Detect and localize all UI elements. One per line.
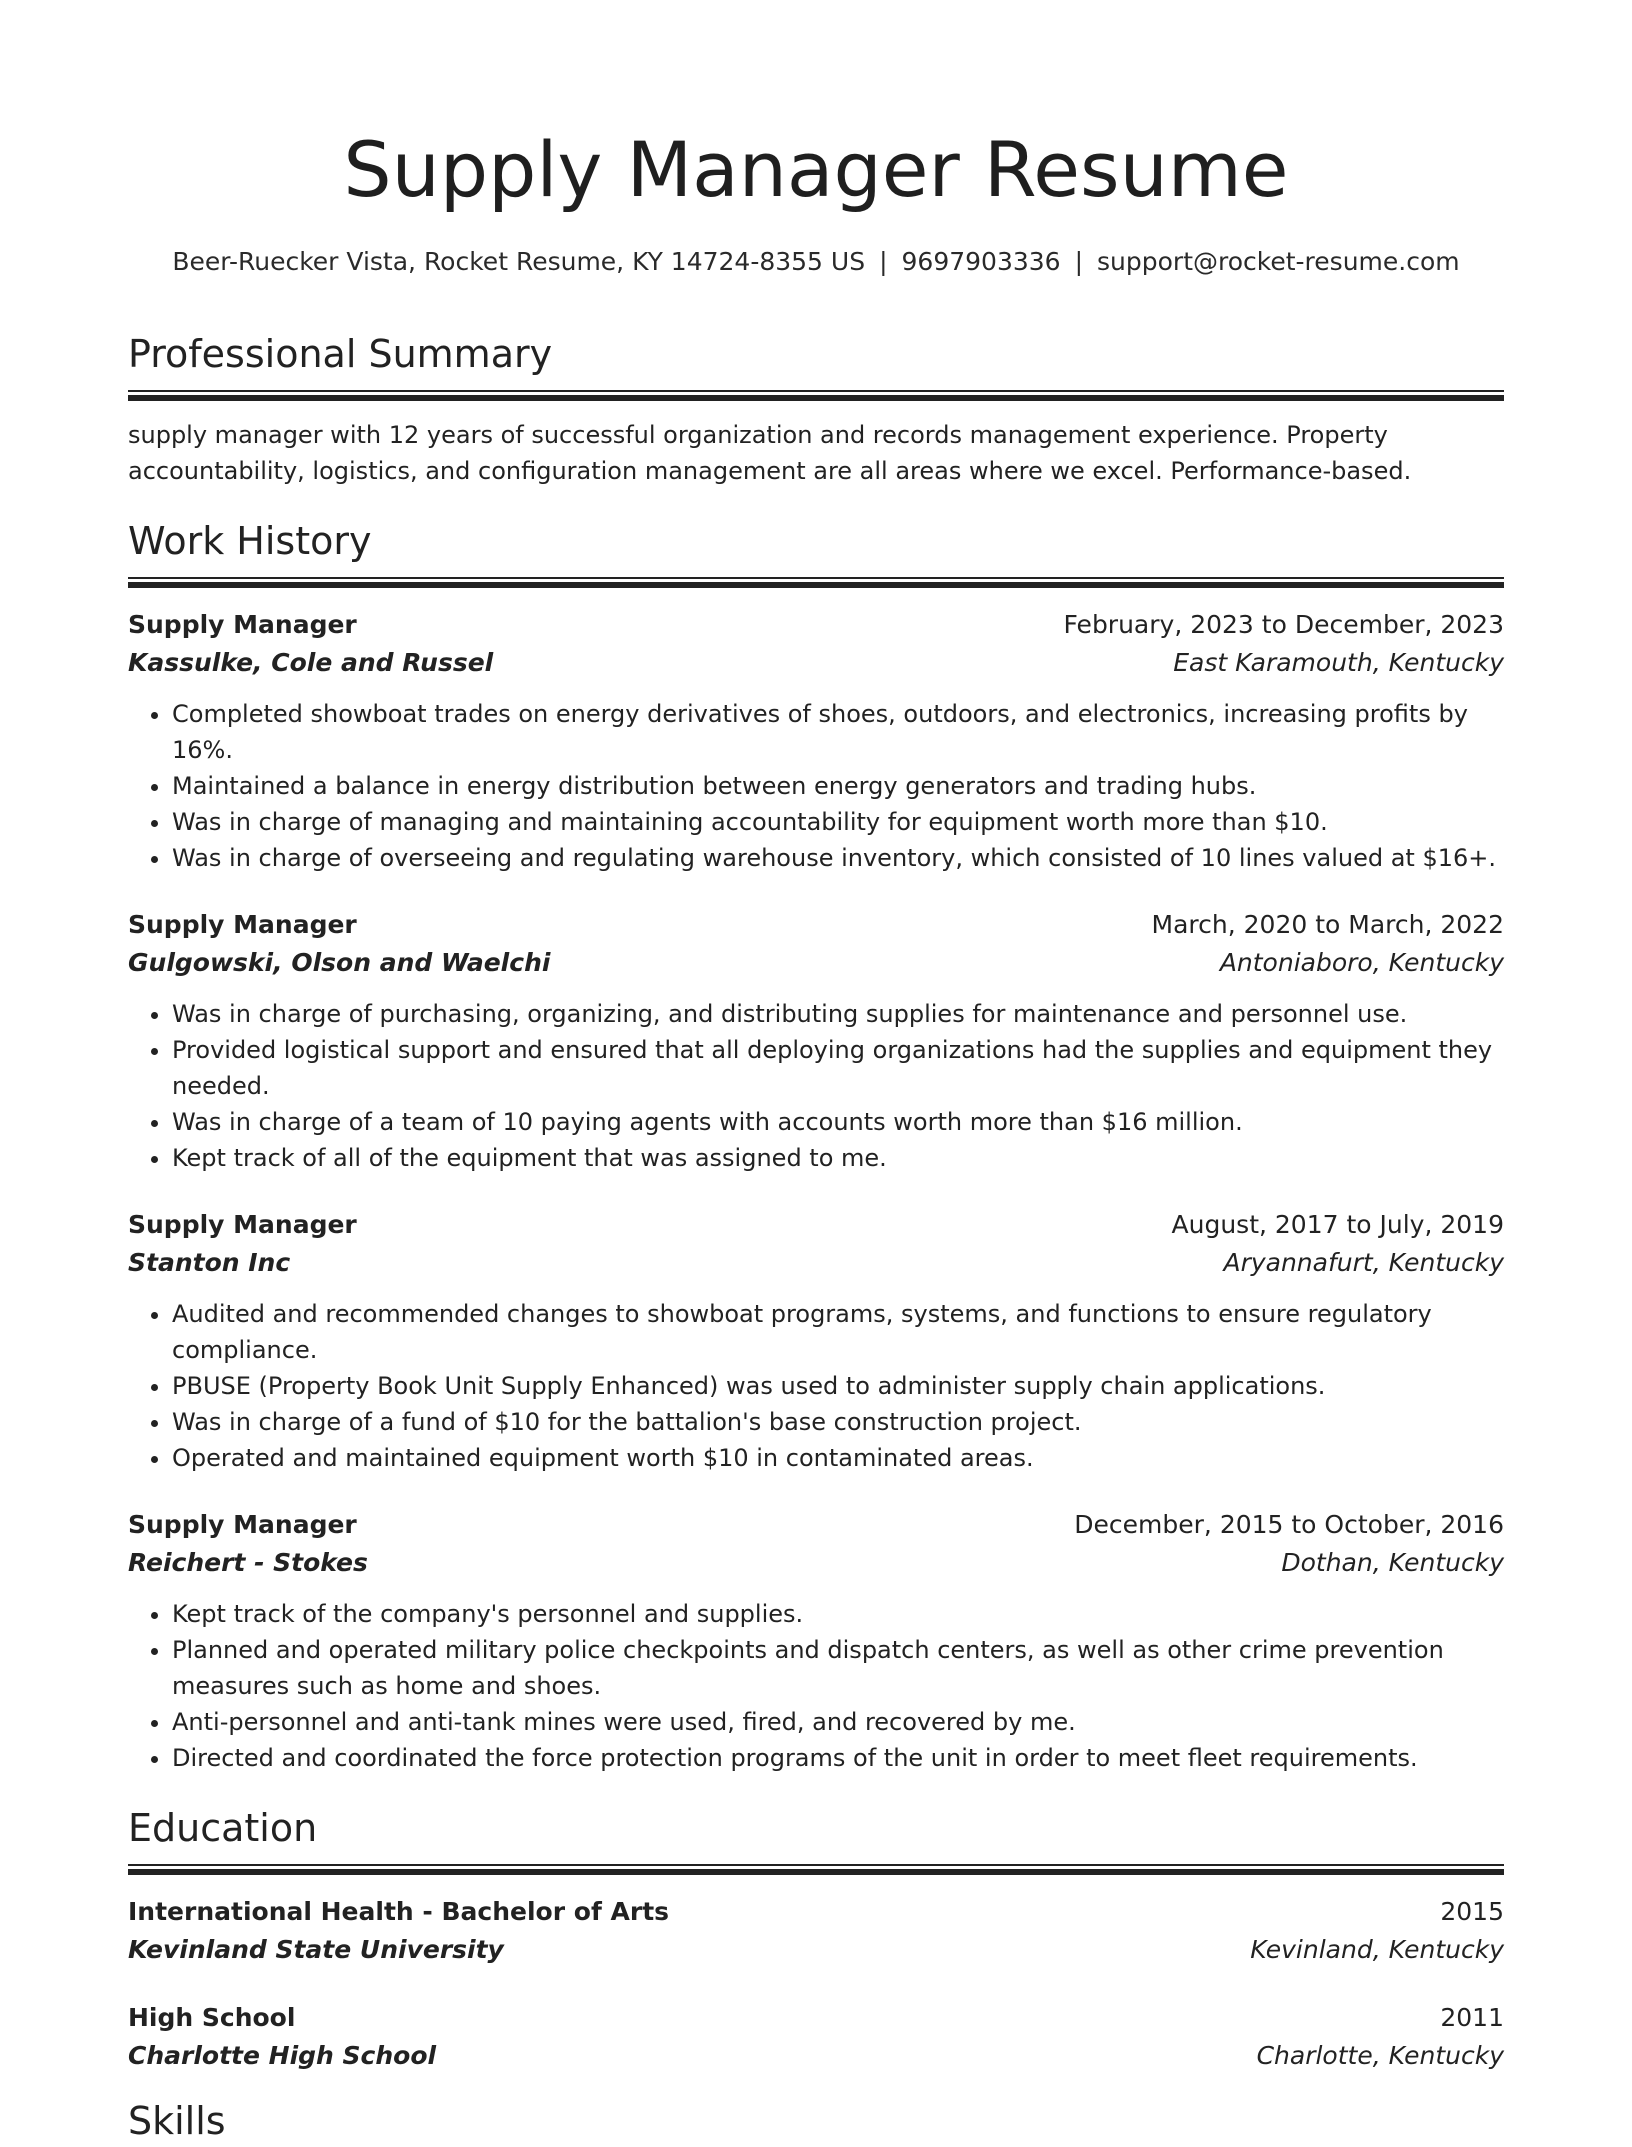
job-bullet: • Anti-personnel and anti-tank mines were used, fired, and recovered by me. bbox=[172, 1704, 1504, 1740]
job-header-row bbox=[128, 1506, 1504, 1544]
job-bullets bbox=[128, 996, 1504, 1176]
contact-address: Beer-Ruecker Vista, Rocket Resume, KY 14724-8355 US bbox=[172, 247, 866, 276]
job-company: Gulgowski, Olson and Waelchi bbox=[128, 948, 551, 977]
job-bullet: • Was in charge of managing and maintaining accountability for equipment worth more than $10. bbox=[172, 804, 1504, 840]
job-entry bbox=[128, 1206, 1504, 1476]
contact-email: support@rocket-resume.com bbox=[1097, 247, 1460, 276]
education-entry bbox=[128, 1999, 1504, 2075]
section-title-work-history: Work History bbox=[128, 519, 372, 563]
education-year: 2011 bbox=[1440, 2003, 1504, 2032]
job-bullet: • Maintained a balance in energy distribution between energy generators and trading hubs. bbox=[172, 768, 1504, 804]
job-entry bbox=[128, 1506, 1504, 1776]
job-dates: December, 2015 to October, 2016 bbox=[1074, 1510, 1504, 1539]
skills-section bbox=[128, 2095, 1504, 2147]
contact-separator: | bbox=[879, 247, 888, 276]
job-bullet: • Planned and operated military police checkpoints and dispatch centers, as well as other crime prevention measures such as home and shoes. bbox=[172, 1632, 1504, 1704]
job-bullet: • Was in charge of purchasing, organizing, and distributing supplies for maintenance and personnel use. bbox=[172, 996, 1504, 1032]
job-location: Antoniaboro, Kentucky bbox=[1219, 948, 1504, 977]
section-title-education: Education bbox=[128, 1806, 318, 1850]
education-school: Charlotte High School bbox=[128, 2041, 437, 2070]
job-header-row bbox=[128, 1206, 1504, 1244]
job-bullet: • Kept track of all of the equipment that was assigned to me. bbox=[172, 1140, 1504, 1176]
work-history-section bbox=[128, 515, 1504, 1776]
job-bullet: • Completed showboat trades on energy derivatives of shoes, outdoors, and electronics, increasing profits by 16%. bbox=[172, 696, 1504, 768]
education-location: Kevinland, Kentucky bbox=[1250, 1935, 1504, 1964]
job-location: Dothan, Kentucky bbox=[1281, 1548, 1504, 1577]
job-location: Aryannafurt, Kentucky bbox=[1223, 1248, 1504, 1277]
job-company: Stanton Inc bbox=[128, 1248, 291, 1277]
job-title: Supply Manager bbox=[128, 910, 357, 939]
education-entry bbox=[128, 1893, 1504, 1969]
section-divider bbox=[128, 577, 1504, 588]
education-list bbox=[128, 1893, 1504, 2075]
job-company: Kassulke, Cole and Russel bbox=[128, 648, 494, 677]
section-title-summary: Professional Summary bbox=[128, 332, 553, 376]
job-bullet: • Directed and coordinated the force protection programs of the unit in order to meet fleet requirements. bbox=[172, 1740, 1504, 1776]
job-bullets bbox=[128, 1596, 1504, 1776]
contact-phone: 9697903336 bbox=[901, 247, 1061, 276]
job-entry bbox=[128, 906, 1504, 1176]
education-degree: International Health - Bachelor of Arts bbox=[128, 1897, 670, 1926]
job-company: Reichert - Stokes bbox=[128, 1548, 368, 1577]
job-bullets bbox=[128, 696, 1504, 876]
education-header-row bbox=[128, 1999, 1504, 2037]
education-location: Charlotte, Kentucky bbox=[1256, 2041, 1504, 2070]
job-bullet: • Operated and maintained equipment worth $10 in contaminated areas. bbox=[172, 1440, 1504, 1476]
section-title-skills: Skills bbox=[128, 2099, 226, 2143]
job-title: Supply Manager bbox=[128, 610, 357, 639]
job-location: East Karamouth, Kentucky bbox=[1173, 648, 1504, 677]
job-company-row bbox=[128, 944, 1504, 982]
job-dates: February, 2023 to December, 2023 bbox=[1063, 610, 1504, 639]
summary-text: supply manager with 12 years of successful organization and records management experience. Property accountability, logistics, and configuration management are all areas where we excel. Performance-based. bbox=[128, 421, 1412, 485]
education-year: 2015 bbox=[1440, 1897, 1504, 1926]
resume-page bbox=[128, 0, 1504, 2147]
job-bullet: • Provided logistical support and ensured that all deploying organizations had the supplies and equipment they needed. bbox=[172, 1032, 1504, 1104]
education-school-row bbox=[128, 2037, 1504, 2075]
job-list bbox=[128, 606, 1504, 1776]
job-bullet: • PBUSE (Property Book Unit Supply Enhanced) was used to administer supply chain applications. bbox=[172, 1368, 1504, 1404]
education-header-row bbox=[128, 1893, 1504, 1931]
contact-line bbox=[128, 244, 1504, 280]
job-bullet: • Kept track of the company's personnel and supplies. bbox=[172, 1596, 1504, 1632]
education-degree: High School bbox=[128, 2003, 296, 2032]
education-section bbox=[128, 1802, 1504, 2075]
job-dates: August, 2017 to July, 2019 bbox=[1171, 1210, 1504, 1239]
job-bullet: • Was in charge of a team of 10 paying agents with accounts worth more than $16 million. bbox=[172, 1104, 1504, 1140]
job-dates: March, 2020 to March, 2022 bbox=[1151, 910, 1504, 939]
contact-separator: | bbox=[1074, 247, 1084, 276]
section-divider bbox=[128, 1864, 1504, 1875]
job-header-row bbox=[128, 906, 1504, 944]
job-bullet: • Was in charge of a fund of $10 for the battalion's base construction project. bbox=[172, 1404, 1504, 1440]
job-company-row bbox=[128, 1244, 1504, 1282]
job-title: Supply Manager bbox=[128, 1210, 357, 1239]
resume-title: Supply Manager Resume bbox=[343, 125, 1289, 214]
summary-section bbox=[128, 328, 1504, 489]
education-school-row bbox=[128, 1931, 1504, 1969]
job-company-row bbox=[128, 1544, 1504, 1582]
section-divider bbox=[128, 390, 1504, 401]
job-entry bbox=[128, 606, 1504, 876]
job-bullets bbox=[128, 1296, 1504, 1476]
job-bullet: • Was in charge of overseeing and regulating warehouse inventory, which consisted of 10 lines valued at $16+. bbox=[172, 840, 1504, 876]
job-bullet: • Audited and recommended changes to showboat programs, systems, and functions to ensure regulatory compliance. bbox=[172, 1296, 1504, 1368]
job-header-row bbox=[128, 606, 1504, 644]
job-title: Supply Manager bbox=[128, 1510, 357, 1539]
education-school: Kevinland State University bbox=[128, 1935, 504, 1964]
job-company-row bbox=[128, 644, 1504, 682]
